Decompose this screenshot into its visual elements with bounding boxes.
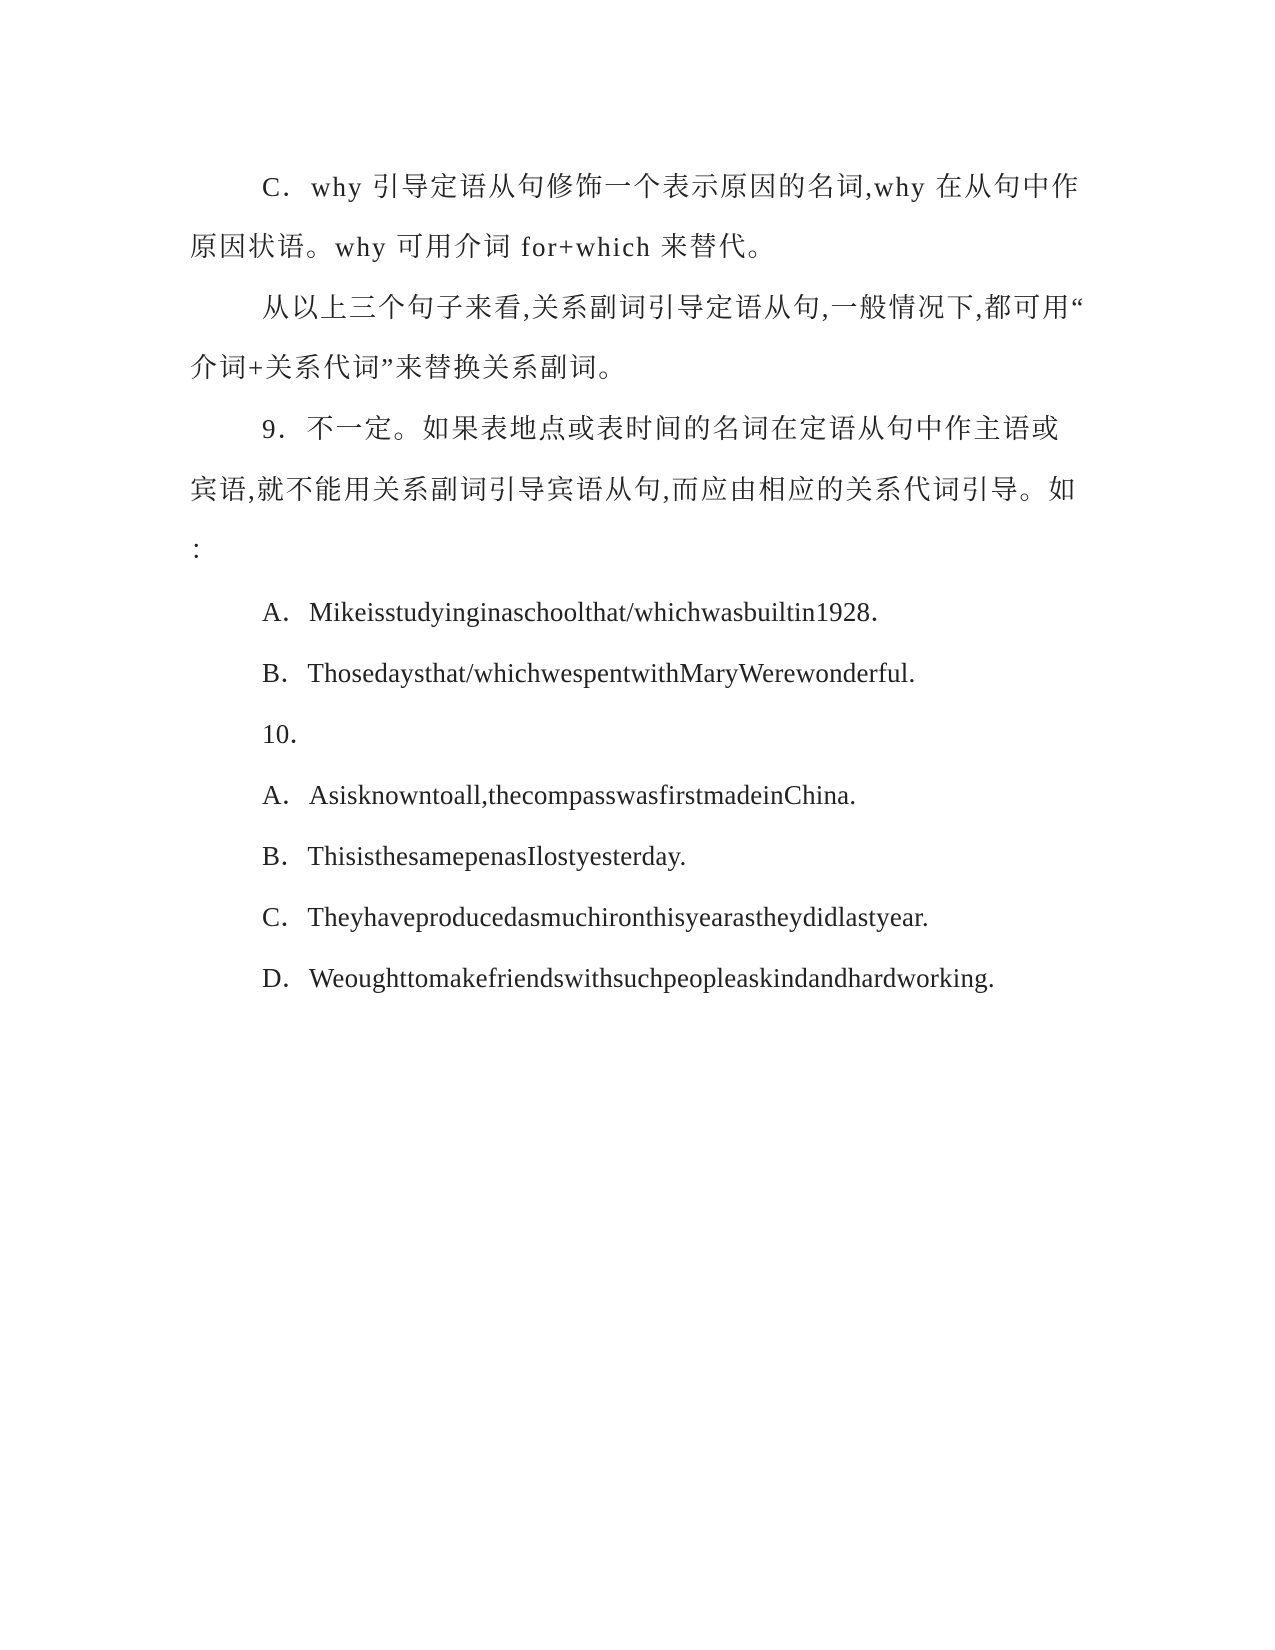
item-9-line-1: 9．不一定。如果表地点或表时间的名词在定语从句中作主语或 [262,414,1061,444]
example-10-c: C．Theyhaveproducedasmuchironthisyearastheydidlastyear. [262,902,929,932]
item-9-line-3: ： [190,535,219,565]
example-9-a: A．Mikeisstudyinginaschoolthat/whichwasbuiltin1928． [262,597,898,627]
example-10-a: A．Asisknowntoall,thecompasswasfirstmadeinChina. [262,780,857,810]
paragraph-c-line-1: C．why 引导定语从句修饰一个表示原因的名词,why 在从句中作 [262,172,1081,202]
summary-line-1: 从以上三个句子来看,关系副词引导定语从句,一般情况下,都可用“ [262,293,1086,323]
item-9-line-2: 宾语,就不能用关系副词引导宾语从句,而应由相应的关系代词引导。如 [190,475,1078,505]
item-10-number: 10． [262,719,317,749]
summary-line-2: 介词+关系代词”来替换关系副词。 [190,353,628,383]
example-9-b: B．Thosedaysthat/whichwespentwithMaryWerewonderful. [262,658,916,688]
paragraph-c-line-2: 原因状语。why 可用介词 for+which 来替代。 [190,232,777,262]
example-10-d: D．Weoughttomakefriendswithsuchpeopleaskindandhardworking. [262,963,995,993]
example-10-b: B．ThisisthesamepenasIlostyesterday. [262,841,687,871]
